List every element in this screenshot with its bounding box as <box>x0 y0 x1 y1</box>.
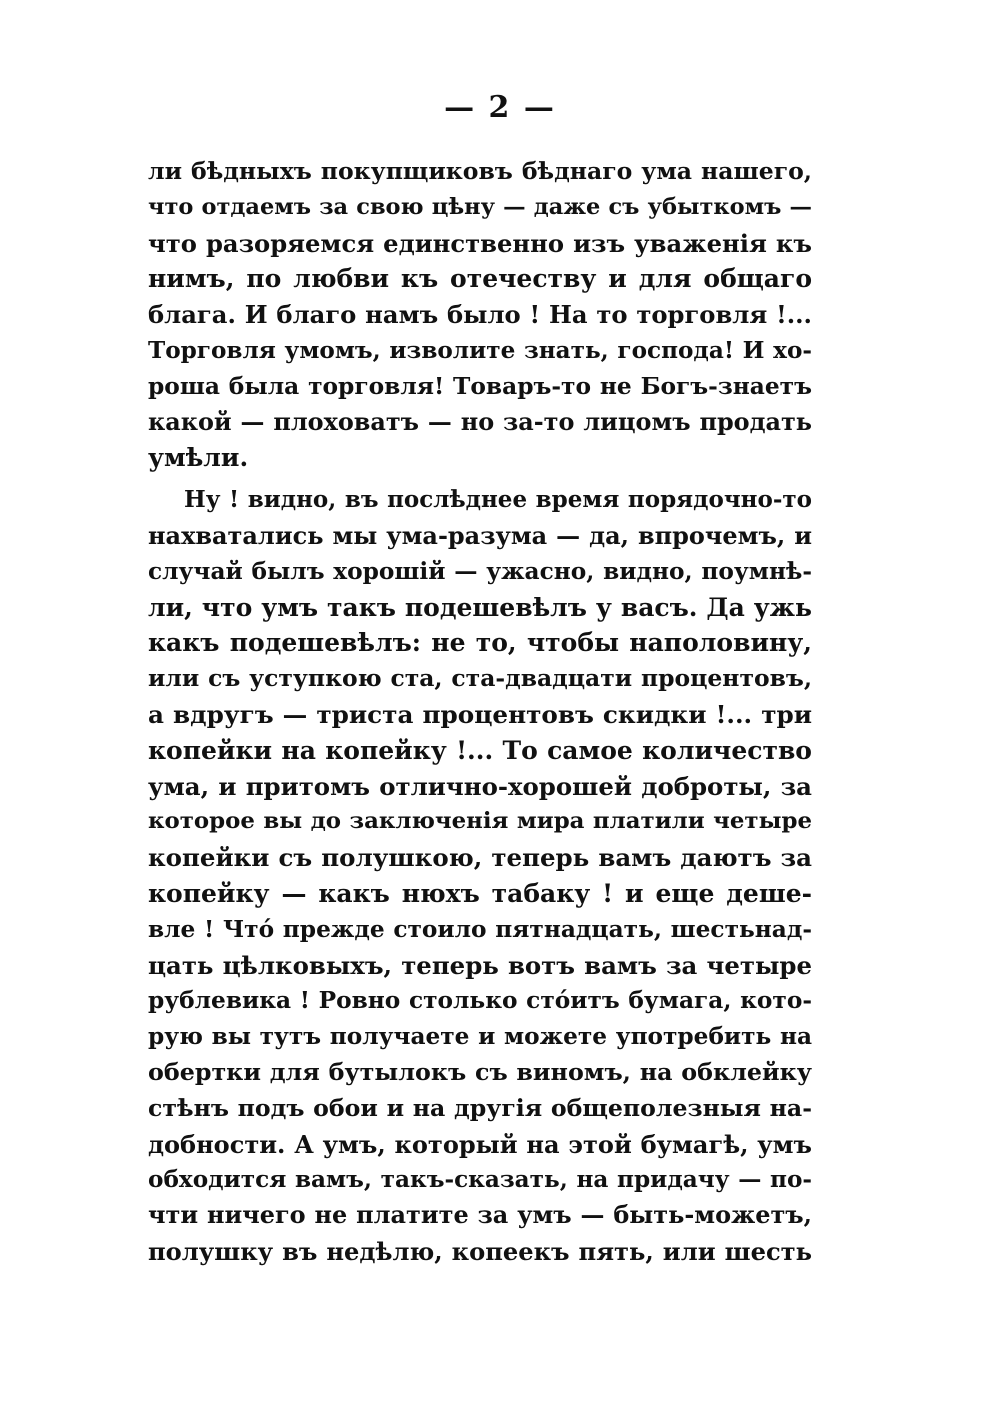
text-line: Торговля умомъ, изволите знать, господа! И хо- <box>148 336 812 364</box>
text-line: нимъ, по любви къ отечеству и для общаго <box>148 264 812 294</box>
text-line: Ну ! видно, въ послѣднее время порядочно-то <box>184 486 812 514</box>
text-line: ли, что умъ такъ подешевѣлъ у васъ. Да ужь <box>148 592 812 622</box>
text-line: а вдругъ — триста процентовъ скидки !... три <box>148 699 812 729</box>
text-line: цать цѣлковыхъ, теперь вотъ вамъ за четыре <box>148 950 812 980</box>
text-line: копейки съ полушкою, теперь вамъ даютъ за <box>148 843 812 873</box>
text-line: что отдаемъ за свою цѣну — даже съ убыткомъ — <box>148 193 812 220</box>
text-line: вле ! Что́ прежде стоило пятнадцать, шестьнад- <box>148 915 812 943</box>
text-line: копейку — какъ нюхъ табаку ! и еще деше- <box>148 878 812 908</box>
body-text <box>148 154 812 1270</box>
text-line: чти ничего не платите за умъ — быть-можетъ, <box>148 1201 812 1230</box>
text-line: или съ уступкою ста, ста-двадцати процентовъ, <box>148 664 812 693</box>
text-line: ума, и притомъ отлично-хорошей доброты, за <box>148 771 812 801</box>
text-line: которое вы до заключенія мира платили четыре <box>148 808 812 835</box>
text-line: добности. А умъ, который на этой бумагѣ, умъ <box>148 1129 812 1159</box>
text-line: копейки на копейку !... То самое количество <box>148 735 812 765</box>
text-line: какой — плоховатъ — но за-то лицомъ продать <box>148 407 812 436</box>
text-line: умѣли. <box>148 443 249 473</box>
text-line: ли бѣдныхъ покупщиковъ бѣднаго ума нашего, <box>148 157 812 185</box>
text-line: нахватались мы ума-разума — да, впрочемъ, и <box>148 520 812 550</box>
text-line: роша была торговля! Товаръ-то не Богъ-знаетъ <box>148 372 812 400</box>
text-line: что разоряемся единственно изъ уваженія къ <box>148 228 812 258</box>
text-line: обходится вамъ, такъ-сказать, на придачу — по- <box>148 1166 812 1194</box>
text-line: какъ подешевѣлъ: не то, чтобы наполовину, <box>148 628 812 658</box>
text-line: рублевика ! Ровно столько сто́итъ бумага, кото- <box>148 987 812 1015</box>
text-line: обертки для бутылокъ съ виномъ, на обклейку <box>148 1057 812 1086</box>
text-line: полушку въ недѣлю, копеекъ пять, или шесть <box>148 1236 812 1266</box>
paragraph-1 <box>148 154 812 476</box>
paragraph-2 <box>148 482 812 1270</box>
text-line: блага. И благо намъ было ! На то торговля !... <box>148 300 812 330</box>
text-line: рую вы тутъ получаете и можете употребить на <box>148 1023 812 1051</box>
text-line: случай былъ хорошій — ужасно, видно, поумнѣ- <box>148 557 812 585</box>
page-number: — 2 — <box>444 90 556 125</box>
text-line: стѣнъ подъ обои и на другія общеполезныя на- <box>148 1093 812 1122</box>
